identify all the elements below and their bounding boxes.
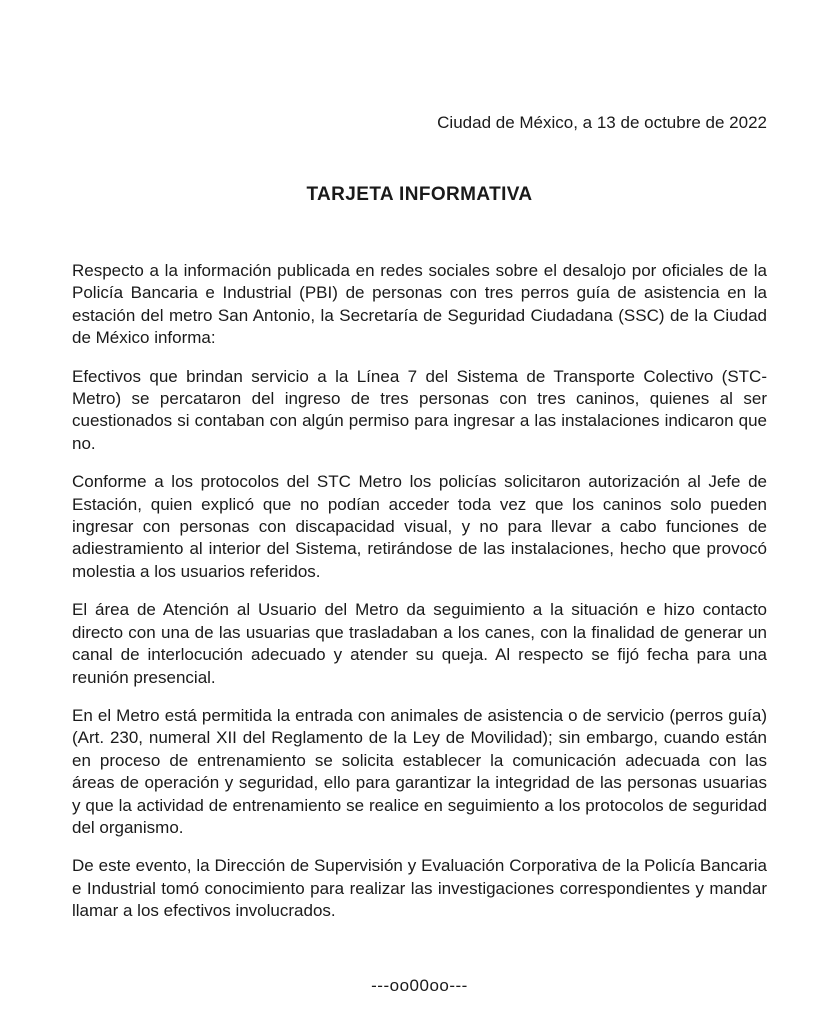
- paragraph-regulation: En el Metro está permitida la entrada con animales de asistencia o de servicio (perros guía)(Art. 230, numeral XII del Reglamento de la Ley de Movilidad); sin embargo, cuando están en proceso de entrenamiento se solicita establecer la comunicación adecuada con las áreas de operación y seguridad, ello para garantizar la integridad de las personas usuarias y que la actividad de entrenamiento se realice en seguimiento a los protocolos de seguridad del organismo.: [72, 705, 767, 837]
- document-title: TARJETA INFORMATIVA: [306, 184, 533, 205]
- paragraph-incident: Efectivos que brindan servicio a la Línea 7 del Sistema de Transporte Colectivo (STC-Metro) se percataron del ingreso de tres personas con tres caninos, quienes al ser cuestionados si contaban con algún permiso para ingresar a las instalaciones indicaron que no.: [72, 366, 767, 453]
- document-body: [72, 260, 767, 923]
- document-end-separator: ---oo00oo---: [371, 975, 468, 995]
- paragraph-follow-up: El área de Atención al Usuario del Metro da seguimiento a la situación e hizo contacto directo con una de las usuarias que trasladaban a los canes, con la finalidad de generar un canal de interlocución adecuado y atender su queja. Al respecto se fijó fecha para una reunión presencial.: [72, 600, 767, 687]
- paragraph-protocols: Conforme a los protocolos del STC Metro los policías solicitaron autorización al Jefe de Estación, quien explicó que no podían acceder toda vez que los caninos solo pueden ingresar con personas con discapacidad visual, y no para llevar a cabo funciones de adiestramiento al interior del Sistema, retirándose de las instalaciones, hecho que provocó molestia a los usuarios referidos.: [72, 472, 767, 581]
- paragraph-investigation: De este evento, la Dirección de Supervisión y Evaluación Corporativa de la Policía Bancaria e Industrial tomó conocimiento para realizar las investigaciones correspondientes y mandar llamar a los efectivos involucrados.: [72, 856, 767, 921]
- dateline: Ciudad de México, a 13 de octubre de 2022: [437, 113, 767, 132]
- paragraph-intro: Respecto a la información publicada en redes sociales sobre el desalojo por oficiales de la Policía Bancaria e Industrial (PBI) de personas con tres perros guía de asistencia en la estación del metro San Antonio, la Secretaría de Seguridad Ciudadana (SSC) de la Ciudad de México informa:: [72, 261, 767, 348]
